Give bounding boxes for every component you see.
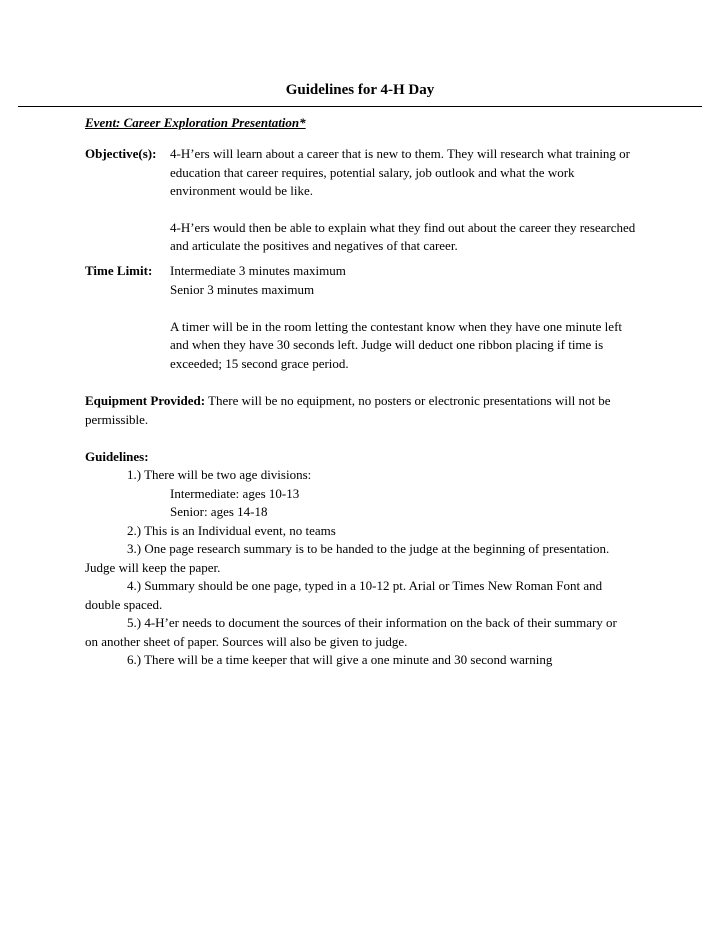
title-divider — [18, 106, 702, 107]
list-item: 4.) Summary should be one page, typed in a 10-12 pt. Arial or Times New Roman Font and double spaced. — [85, 578, 603, 612]
time-limit-label: Time Limit: — [85, 263, 153, 278]
list-item: 3.) One page research summary is to be handed to the judge at the beginning of presentation. Judge will keep the paper. — [85, 541, 610, 575]
list-item: 1.) There will be two age divisions: — [127, 467, 312, 482]
list-subitem: Intermediate: ages 10-13 — [170, 485, 300, 501]
list-item: 5.) 4-H’er needs to document the sources of their information on the back of their summary or on another sheet of paper. Sources will also be given to judge. — [85, 615, 617, 649]
time-limit-note: A timer will be in the room letting the contestant know when they have one minute left and when they have 30 seconds left. Judge will deduct one ribbon placing if time is exceeded; 15 second grace period. — [170, 318, 623, 371]
objective-text — [170, 145, 640, 256]
time-limit-text — [170, 262, 640, 373]
objective-paragraph: 4-H’ers will learn about a career that is new to them. They will research what training or education that career requires, potential salary, job outlook and what the work environment would be like. — [170, 146, 631, 198]
objective-paragraph: 4-H’ers would then be able to explain what they find out about the career they researched and articulate the positives and negatives of that career. — [170, 219, 636, 253]
equipment-paragraph — [85, 392, 630, 429]
time-limit-line: Intermediate 3 minutes maximum — [170, 263, 346, 278]
list-item: 2.) This is an Individual event, no teams — [127, 522, 336, 538]
list-subitem: Senior: ages 14-18 — [170, 504, 268, 519]
page-title: Guidelines for 4-H Day — [285, 82, 435, 98]
equipment-label: Equipment Provided: — [85, 393, 206, 408]
equipment-section — [85, 392, 630, 429]
guidelines-list — [85, 466, 630, 670]
guidelines-label: Guidelines: — [85, 449, 149, 464]
list-item: 6.) There will be a time keeper that will give a one minute and 30 second warning — [127, 652, 553, 667]
objective-label: Objective(s): — [85, 146, 157, 161]
time-limit-line: Senior 3 minutes maximum — [170, 281, 315, 297]
event-heading: Event: Career Exploration Presentation* — [85, 115, 306, 130]
equipment-text: There will be no equipment, no posters or electronic presentations will not be permissible. — [85, 393, 611, 427]
